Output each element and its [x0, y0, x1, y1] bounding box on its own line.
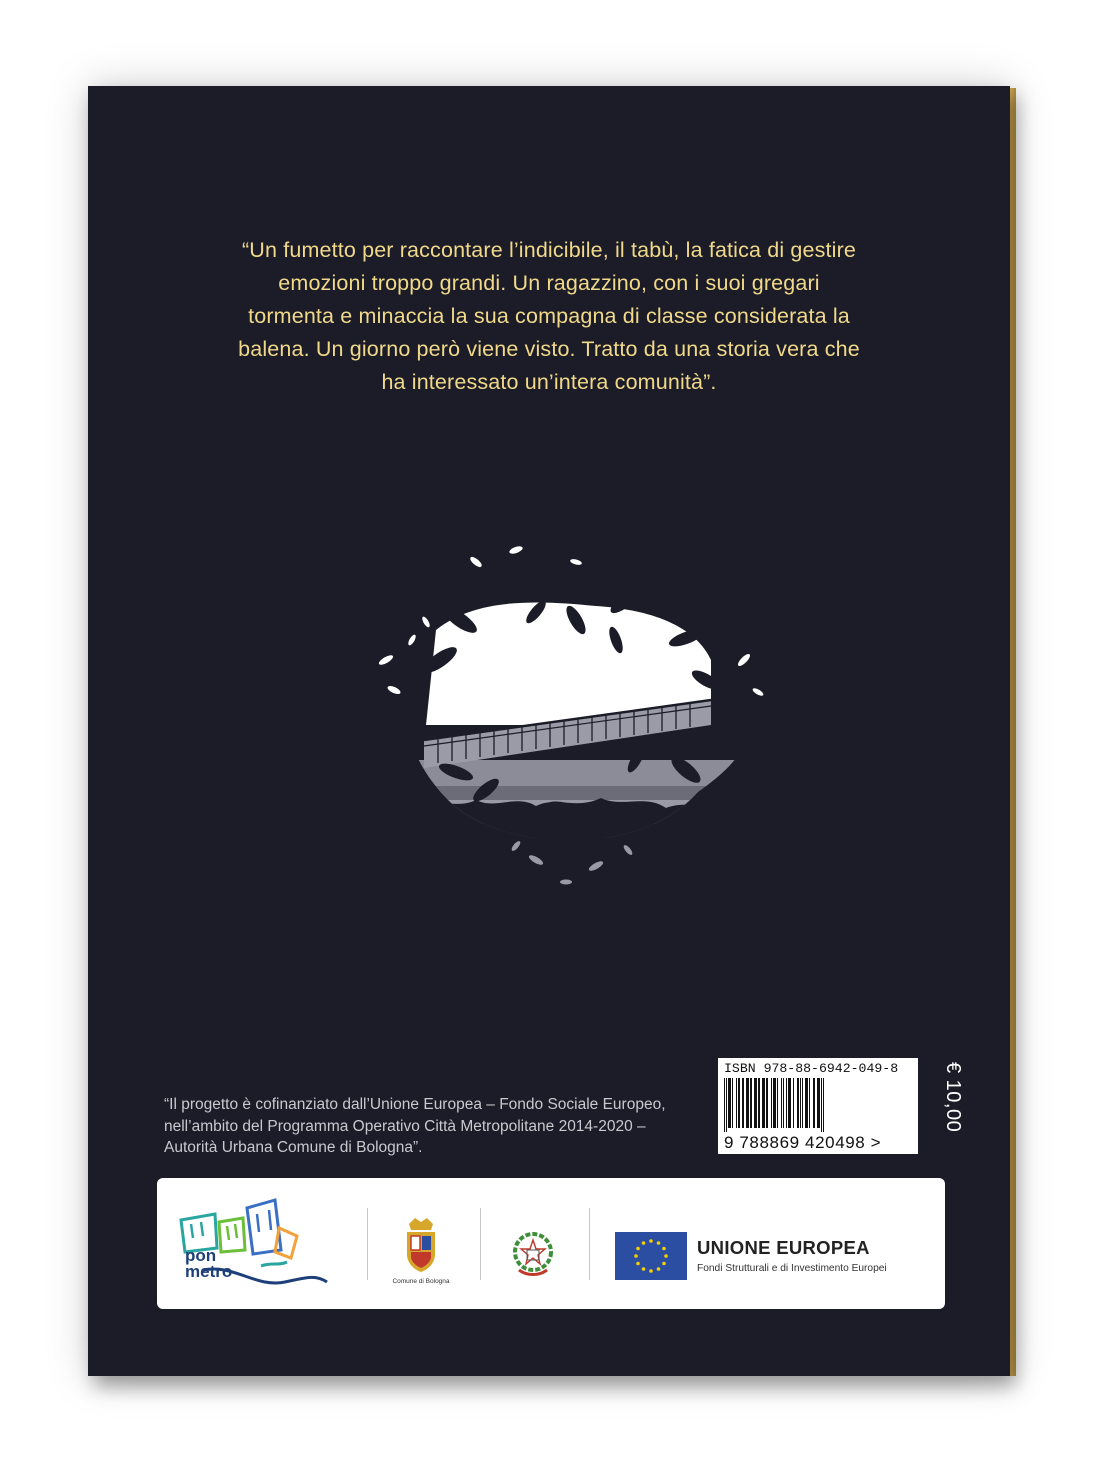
book-back-cover [88, 86, 1010, 1376]
repubblica-emblem-icon [509, 1228, 557, 1278]
bridge-foliage-illustration [366, 510, 766, 910]
unione-europea-title: UNIONE EUROPEA [697, 1237, 870, 1258]
barcode-bars [722, 1078, 914, 1132]
italian-republic-emblem [509, 1228, 557, 1278]
comune-di-bologna-crest [395, 1216, 447, 1276]
barcode-digits: 9 788869 420498 > [724, 1133, 882, 1152]
pon-metro-wordmark: pon metro [185, 1246, 233, 1281]
cofinancing-note: “Il progetto è cofinanziato dall’Unione Europea – Fondo Sociale Europeo, nell’ambito del Programma Operativo Città Metropolitane 2014-2020 – Autorità Urbana Comune di Bologna”. [164, 1096, 666, 1156]
unione-europea-subtitle: Fondi Strutturali e di Investimento Europei [697, 1263, 887, 1274]
comune-di-bologna-caption: Comune di Bologna [392, 1278, 450, 1285]
logo-divider [367, 1208, 368, 1280]
bologna-crest-icon [395, 1216, 447, 1276]
logo-divider [589, 1208, 590, 1280]
logo-divider [480, 1208, 481, 1280]
sponsor-logos-panel [157, 1178, 945, 1309]
isbn-barcode [718, 1058, 918, 1154]
book-spine-edge [1010, 88, 1016, 1376]
eu-flag [615, 1232, 687, 1280]
eu-flag-icon [615, 1232, 687, 1280]
isbn-number: ISBN 978-88-6942-049-8 [724, 1061, 899, 1076]
price-label: € 10,00 [942, 1062, 964, 1133]
blurb-quote: “Un fumetto per raccontare l’indicibile, il tabù, la fatica di gestire emozioni troppo grandi. Un ragazzino, con i suoi gregari tormenta e minaccia la sua compagna di classe considerata la balena. Un giorno però viene visto. Tratto da una storia vera che ha interessato un’intera comunità”. [238, 238, 860, 394]
